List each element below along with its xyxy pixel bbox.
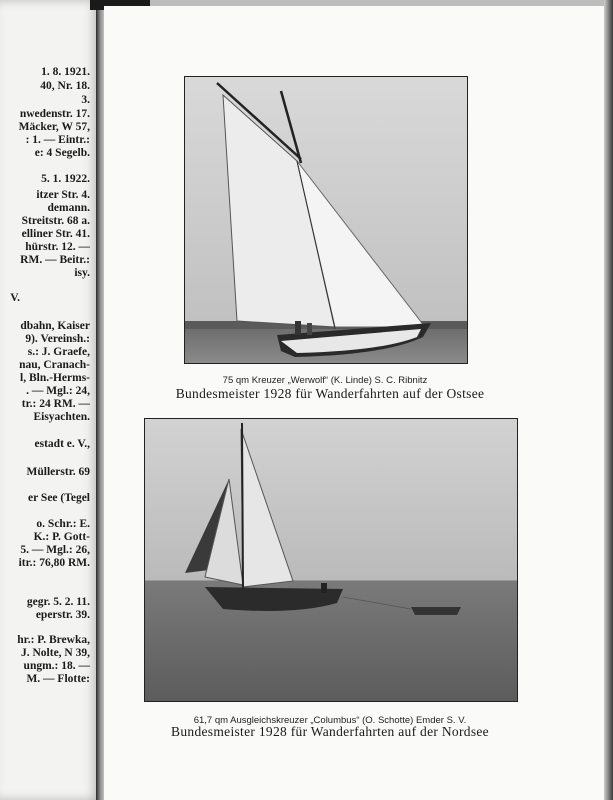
figure-caption-large: Bundesmeister 1928 für Wanderfahrten auf der Nordsee	[171, 724, 489, 739]
left-text-line: 5. — Mgl.: 26,	[20, 544, 90, 556]
figure-caption-large: Bundesmeister 1928 für Wanderfahrten auf der Ostsee	[175, 386, 485, 401]
page-edge-shadow	[604, 0, 613, 800]
left-text-line: 3.	[81, 94, 90, 106]
left-text-line: itzer Str. 4.	[36, 189, 90, 201]
left-text-line: hürstr. 12. —	[25, 241, 90, 253]
left-text-line: demann.	[47, 202, 90, 214]
left-text-line: o. Schr.: E.	[36, 518, 90, 530]
left-text-line: V.	[10, 292, 20, 304]
left-text-line: . — Mgl.: 24,	[26, 385, 90, 397]
left-text-line: 1. 8. 1921.	[41, 66, 90, 78]
left-text-line: er See (Tegel	[28, 492, 90, 504]
left-text-line: itr.: 76,80 RM.	[18, 557, 90, 569]
left-text-line: 9). Vereinsh.:	[25, 333, 90, 345]
left-text-line: nau, Cranach-	[19, 359, 90, 371]
left-text-line: isy.	[74, 267, 90, 279]
left-text-line: tr.: 24 RM. —	[21, 398, 90, 410]
figure-caption-small: 61,7 qm Ausgleichskreuzer „Columbus“ (O. Schotte) Emder S. V.	[193, 715, 467, 726]
left-text-line: estadt e. V.,	[34, 438, 90, 450]
left-text-line: 5. 1. 1922.	[41, 173, 90, 185]
figure-caption-small: 75 qm Kreuzer „Werwolf“ (K. Linde) S. C. Ribnitz	[222, 375, 428, 386]
left-text-line: M. — Flotte:	[26, 673, 90, 685]
left-text-line: K.: P. Gott-	[33, 531, 90, 543]
left-text-line: Eisyachten.	[33, 411, 90, 423]
photo-columbus	[144, 418, 518, 702]
left-text-line: Streitstr. 68 a.	[21, 215, 90, 227]
left-text-line: J. Nolte, N 39,	[21, 647, 90, 659]
left-text-line: s.: J. Graefe,	[27, 346, 90, 358]
left-page	[0, 0, 100, 800]
left-text-line: RM. — Beitr.:	[20, 254, 90, 266]
left-text-line: gegr. 5. 2. 11.	[26, 596, 90, 608]
left-text-line: 40, Nr. 18.	[40, 80, 90, 92]
left-text-line: Müllerstr. 69	[26, 466, 90, 478]
left-text-line: l, Bln.-Herms-	[20, 372, 90, 384]
left-text-line: dbahn, Kaiser	[20, 320, 90, 332]
left-text-line: nwedenstr. 17.	[19, 108, 90, 120]
left-text-line: e: 4 Segelb.	[34, 147, 90, 159]
left-text-line: : 1. — Eintr.:	[25, 134, 90, 146]
left-text-line: ungm.: 18. —	[23, 660, 90, 672]
left-text-line: hr.: P. Brewka,	[17, 634, 90, 646]
left-text-line: Mäcker, W 57,	[18, 121, 90, 133]
left-text-line: eperstr. 39.	[35, 609, 90, 621]
photo-werwolf	[184, 76, 468, 364]
left-text-line: elliner Str. 41.	[21, 228, 90, 240]
